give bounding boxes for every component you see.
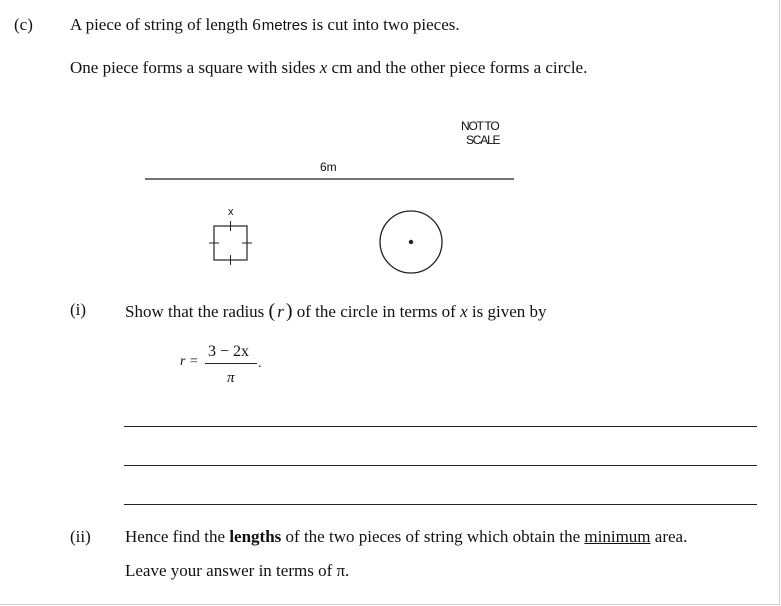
formula-fraction-bar [205, 363, 257, 364]
part-i-mid: of the circle in terms of [292, 302, 461, 321]
formula-denominator: π [227, 370, 235, 386]
part-ii-bold: lengths [229, 527, 282, 546]
part-ii-label: (ii) [70, 527, 91, 546]
part-ii-underlined: minimum [584, 527, 651, 546]
part-i-label: (i) [70, 300, 87, 319]
part-ii-after: area. [650, 527, 688, 546]
line2-var: x [319, 58, 328, 77]
part-ii-before: Hence find the [125, 527, 230, 546]
r-close-paren: ) [285, 300, 293, 322]
not-to-scale-line-2: SCALE [466, 133, 500, 147]
part-ii-text [125, 527, 687, 547]
part-ii-line-2: Leave your answer in terms of π. [125, 561, 350, 580]
r-var: r [277, 302, 284, 321]
string-length-label: 6m [320, 160, 337, 174]
part-i-before: Show that the radius [125, 302, 269, 321]
line1-after: is cut into two pieces. [307, 15, 460, 34]
part-i-after: is given by [467, 302, 547, 321]
formula-numerator: 3 − 2x [208, 343, 250, 360]
answer-line-2[interactable] [124, 465, 757, 466]
part-i-text [125, 300, 547, 323]
answer-line-3[interactable] [124, 504, 757, 505]
line2-after: cm and the other piece forms a circle. [327, 58, 588, 77]
line2-before: One piece forms a square with sides [70, 58, 320, 77]
square-side-label: x [228, 206, 234, 218]
circle-centre-dot [409, 240, 413, 244]
formula-period: . [258, 356, 262, 371]
line1-before: A piece of string of length [70, 15, 253, 34]
x-var: x [460, 302, 468, 321]
part-c-label: (c) [14, 15, 33, 34]
line1-quantity: 6 [252, 15, 261, 34]
formula-lhs: r = [180, 354, 199, 369]
part-ii-mid: of the two pieces of string which obtain the [281, 527, 585, 546]
answer-line-1[interactable] [124, 426, 757, 427]
line1-unit: metres [261, 17, 308, 34]
not-to-scale-line-1: NOT TO [461, 119, 499, 133]
r-open-paren: ( [268, 300, 276, 322]
